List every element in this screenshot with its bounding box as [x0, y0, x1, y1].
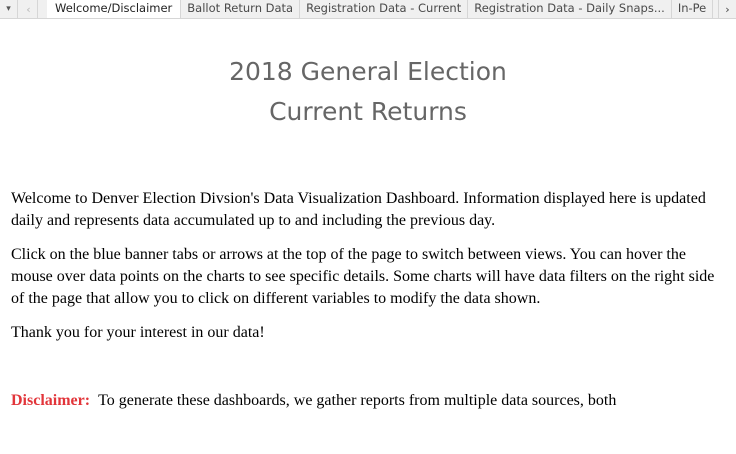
- tab-bar: [0, 0, 736, 19]
- page-title-line-1: 2018 General Election: [229, 57, 507, 86]
- instructions-paragraph: Click on the blue banner tabs or arrows at the top of the page to switch between views. You can hover the mouse over data points on the charts to see specific details. Some charts will have data filters on the right side of the page that allow you to click on different variables to modify the data shown.: [11, 246, 715, 307]
- welcome-text-block: [11, 188, 723, 424]
- tab-ballot-return-data[interactable]: Ballot Return Data: [181, 0, 300, 18]
- tab-registration-data-current[interactable]: Registration Data - Current: [300, 0, 468, 18]
- tab-registration-data-daily-snapshots[interactable]: Registration Data - Daily Snaps...: [468, 0, 672, 18]
- disclaimer-paragraph: [11, 390, 723, 412]
- tab-strip: [47, 0, 718, 18]
- disclaimer-text: To generate these dashboards, we gather reports from multiple data sources, both: [98, 392, 617, 409]
- tab-welcome-disclaimer[interactable]: Welcome/Disclaimer: [47, 0, 181, 18]
- tab-menu-chevron-down-icon[interactable]: ▾: [0, 0, 18, 18]
- tab-scroll-left-chevron-icon[interactable]: ‹: [20, 0, 38, 18]
- tab-scroll-right-chevron-icon[interactable]: ›: [718, 0, 736, 18]
- disclaimer-label: Disclaimer:: [11, 392, 91, 409]
- tab-in-person[interactable]: In-Pe: [672, 0, 713, 18]
- thanks-paragraph: Thank you for your interest in our data!: [11, 324, 265, 341]
- welcome-paragraph: Welcome to Denver Election Divsion's Data Visualization Dashboard. Information displayed here is updated daily and represents data accumulated up to and including the previous day.: [11, 190, 706, 229]
- page-title-line-2: Current Returns: [269, 97, 467, 126]
- page-title: [0, 52, 736, 132]
